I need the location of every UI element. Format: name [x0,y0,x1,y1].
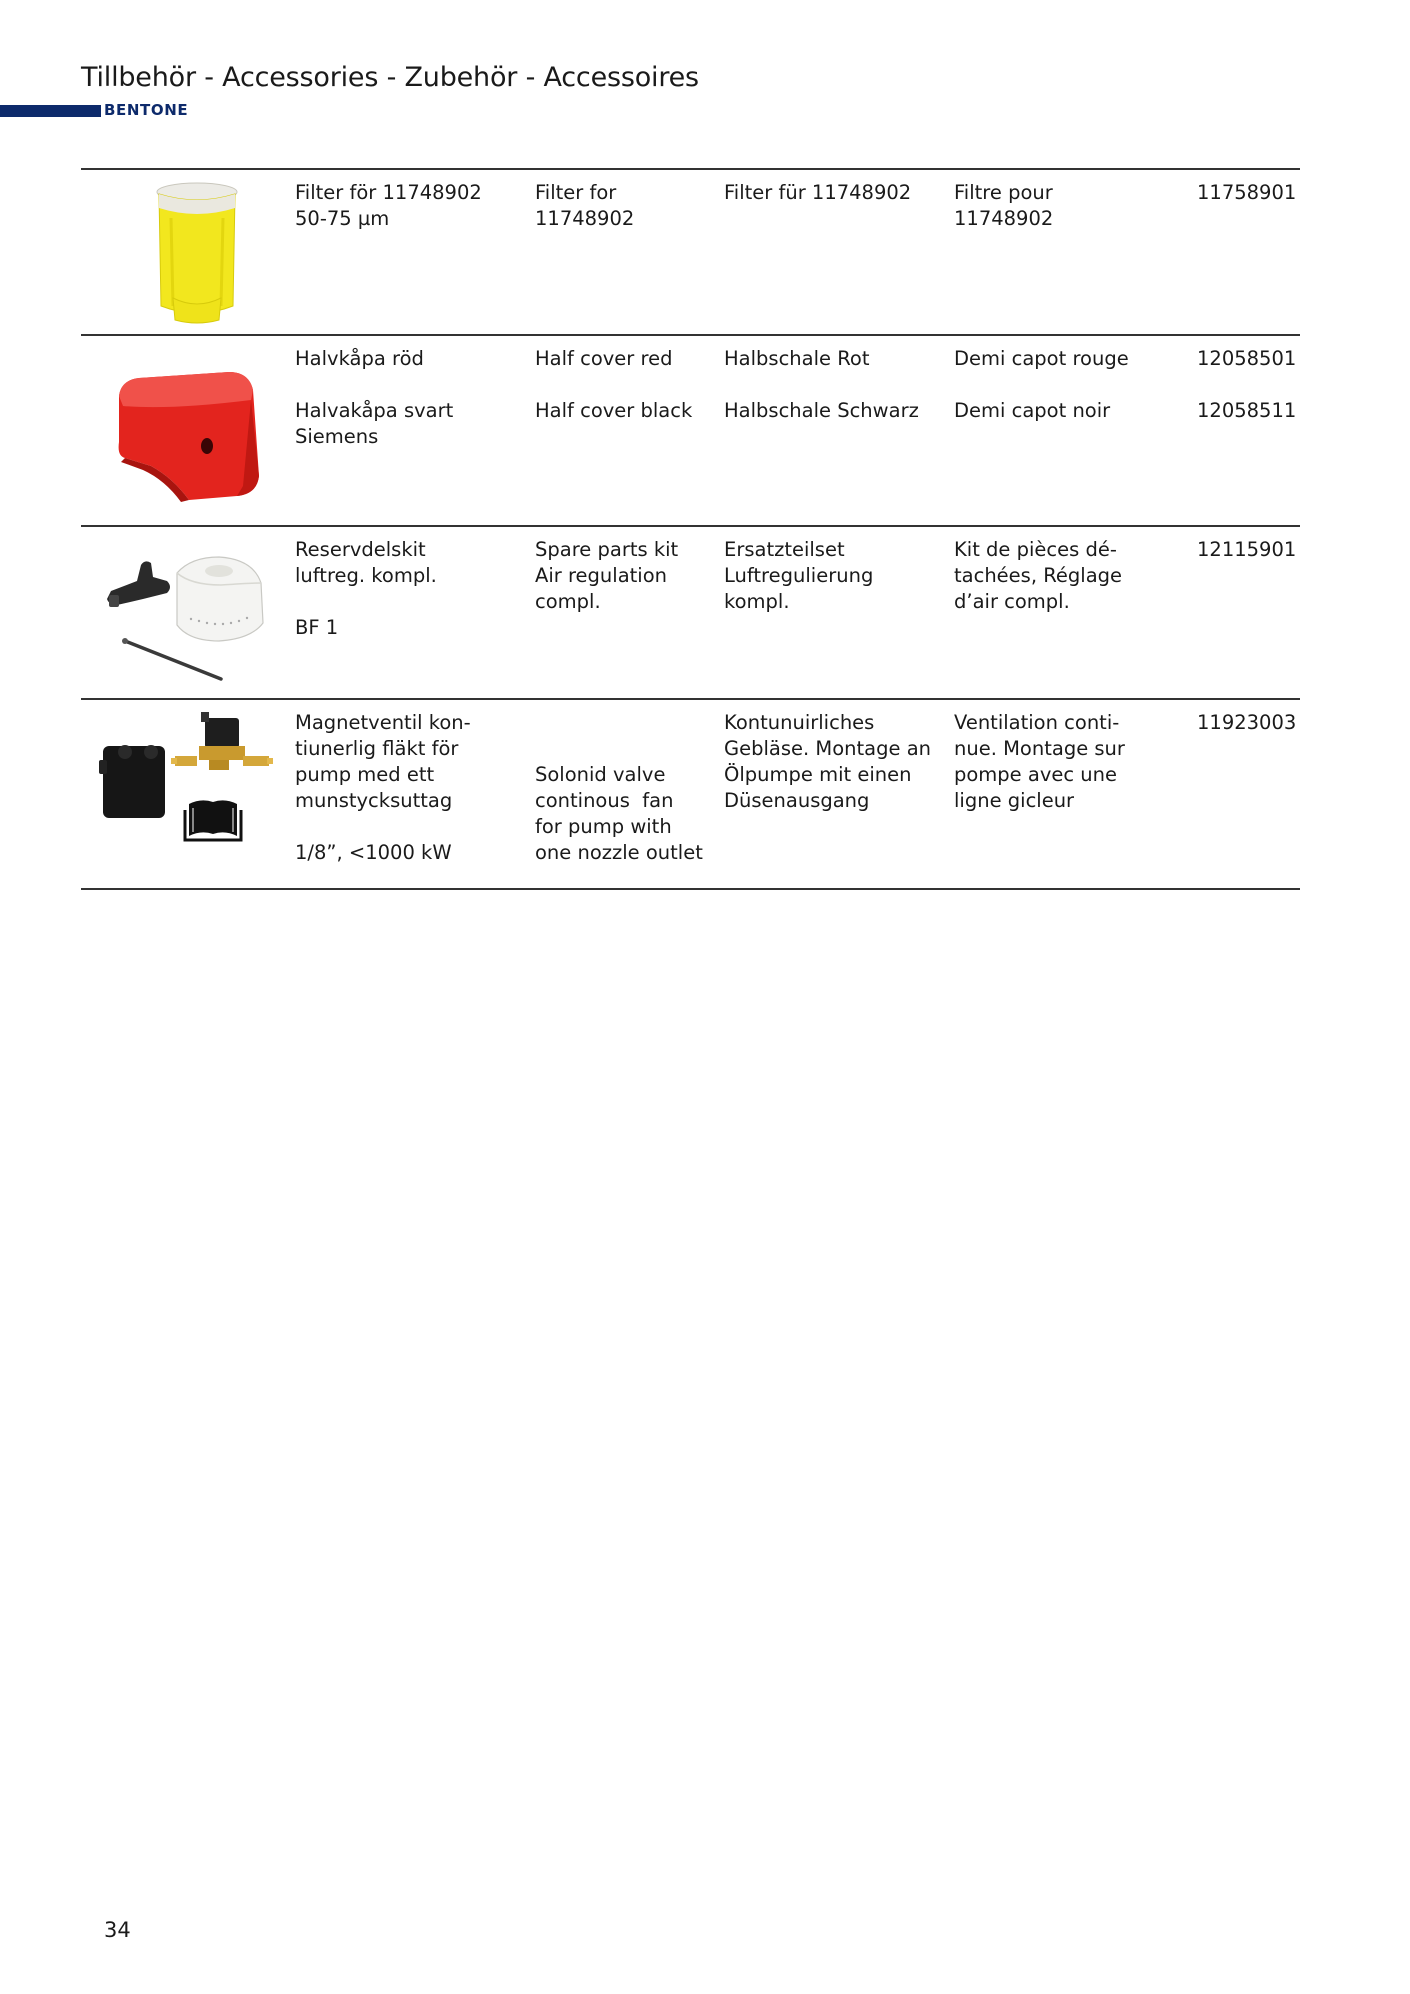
desc-en: Filter for 11748902 [535,181,635,230]
yellow-oil-filter-icon [133,178,263,328]
red-half-cover-icon [111,366,263,506]
desc-fr: Kit de pièces dé- tachées, Réglage d’air compl. [954,538,1123,613]
table-row [81,525,1300,698]
desc-sv: Magnetventil kon- tiunerlig fläkt för pump med ett munstycksuttag 1/8”, <1000 kW [295,711,471,864]
table-row [81,334,1300,525]
page-number: 34 [104,1918,131,1942]
desc-sv: Reservdelskit luftreg. kompl. BF 1 [295,538,437,639]
desc-en: Spare parts kit Air regulation compl. [535,538,679,613]
article-number: 11758901 [1197,181,1297,204]
desc-de: Filter für 11748902 [724,181,912,204]
solenoid-valve-kit-icon [93,712,273,842]
desc-sv: Halvkåpa röd Halvakåpa svart Siemens [295,347,454,448]
desc-sv: Filter för 11748902 50-75 µm [295,181,482,230]
article-number: 11923003 [1197,711,1297,734]
page-title: Tillbehör - Accessories - Zubehör - Accessoires [81,62,699,93]
desc-de: Kontunuirliches Gebläse. Montage an Ölpumpe mit einen Düsenausgang [724,711,931,812]
desc-de: Halbschale Rot Halbschale Schwarz [724,347,919,422]
accessories-table [81,168,1300,890]
table-row [81,168,1300,334]
desc-fr: Demi capot rouge Demi capot noir [954,347,1129,422]
desc-fr: Ventilation conti- nue. Montage sur pompe avec une ligne gicleur [954,711,1125,812]
desc-de: Ersatzteilset Luftregulierung kompl. [724,538,874,613]
brand-bar [0,105,101,117]
article-number: 12058501 12058511 [1197,347,1297,422]
article-number: 12115901 [1197,538,1297,561]
desc-en: Half cover red Half cover black [535,347,693,422]
air-regulation-kit-icon [101,555,267,683]
desc-fr: Filtre pour 11748902 [954,181,1054,230]
table-row [81,698,1300,890]
brand-logo-text: BENTONE [104,101,189,119]
desc-en: Solonid valve continous fan for pump with one nozzle outlet [535,763,703,864]
